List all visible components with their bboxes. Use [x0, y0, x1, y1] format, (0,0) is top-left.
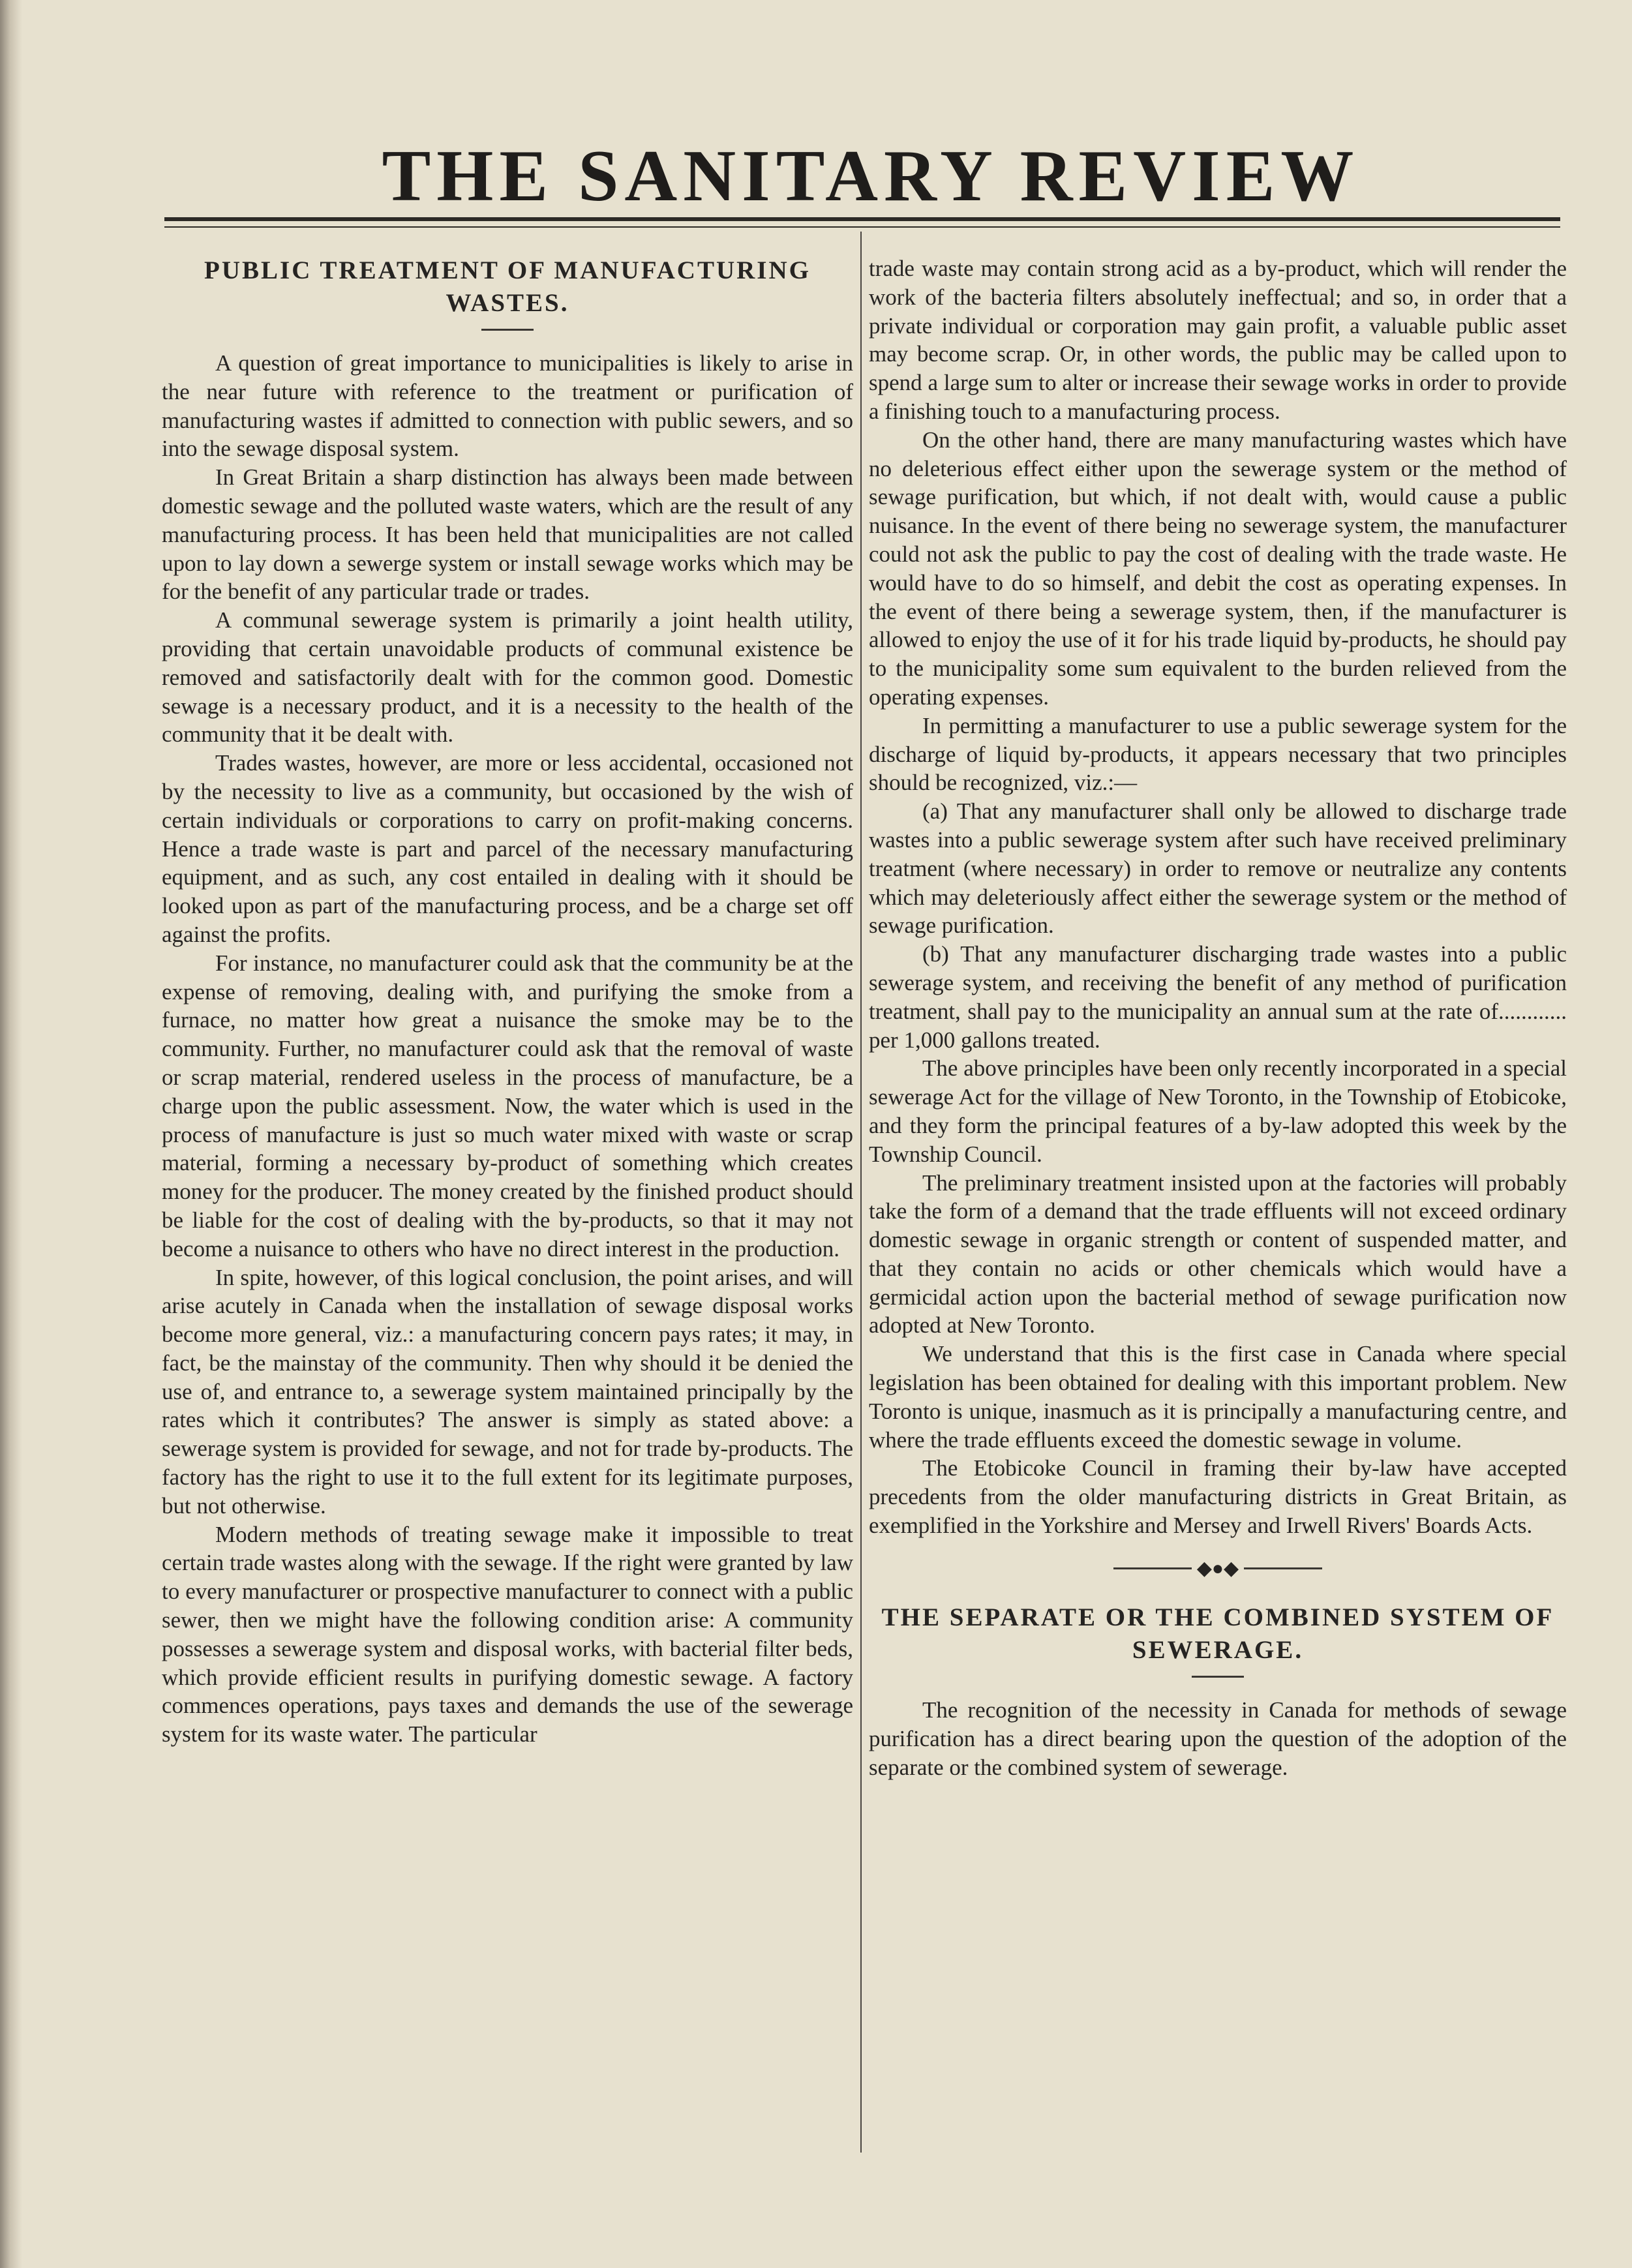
- ornament-diamonds: ◆●◆: [1196, 1557, 1239, 1579]
- section-ornament: [869, 1554, 1567, 1582]
- column-divider: [860, 232, 862, 2153]
- ornament-line: [1244, 1567, 1322, 1569]
- masthead: [163, 134, 1579, 219]
- heading-rule: [481, 329, 534, 331]
- masthead-title: THE SANITARY REVIEW: [382, 136, 1360, 217]
- heading-rule: [1192, 1676, 1244, 1678]
- paragraph: In spite, however, of this logical conclusion, the point arises, and will arise acutely in Canada when the installation of sewage disposal works become more general, viz.: a manufacturing concern pays rates; it may, in fact, be the mainstay of the community. Then why should it be denied the use of, and entrance to, a sewerage system maintained principally by the rates which it contributes? The answer is simply as stated above: a sewerage system is provided for sewage, and not for trade by-products. The factory has the right to use it to the full extent for its legitimate purposes, but not otherwise.: [162, 1264, 853, 1519]
- paragraph: The Etobicoke Council in framing their by-law have accepted precedents from the older manufacturing districts in Great Britain, as exemplified in the Yorkshire and Mersey and Irwell Rivers' Boards Acts.: [869, 1455, 1567, 1539]
- page-binding-edge: [0, 0, 22, 2268]
- left-column: [162, 254, 853, 1749]
- paragraph: For instance, no manufacturer could ask that the community be at the expense of removing, dealing with, and purifying the smoke from a furnace, no matter how great a nuisance the smoke may be to the community. Further, no manufacturer could ask that the removal of waste or scrap material, rendered useless in the process of manufacture, be a charge upon the public assessment. Now, the water which is used in the process of manufacture is just so much water mixed with waste or scrap material, forming a necessary by-product of something which creates money for the producer. The money created by the finished product should be liable for the cost of dealing with the by-products, so that it may not become a nuisance to others who have no direct interest in the production.: [162, 950, 853, 1262]
- article-heading: PUBLIC TREATMENT OF MANUFACTURING WASTES.: [204, 256, 811, 317]
- article-heading: THE SEPARATE OR THE COMBINED SYSTEM OF SEWERAGE.: [881, 1603, 1554, 1664]
- paragraph: (a) That any manufacturer shall only be allowed to discharge trade wastes into a public sewerage system after such have received preliminary treatment (where necessary) in order to remove or neutralize any contents which may deleteriously affect either the sewerage system or the method of sewage purification.: [869, 798, 1567, 939]
- right-column: [869, 254, 1567, 1781]
- paragraph: We understand that this is the first case in Canada where special legislation has been obtained for dealing with this important problem. New Toronto is unique, inasmuch as it is principally a manufacturing centre, and where the trade effluents exceed the domestic sewage in volume.: [869, 1341, 1567, 1453]
- paragraph: The preliminary treatment insisted upon at the factories will probably take the form of a demand that the trade effluents will not exceed ordinary domestic sewage in organic strength or content of suspended matter, and that they contain no acids or other chemicals which would have a germicidal action upon the bacterial method of sewage purification now adopted at New Toronto.: [869, 1170, 1567, 1338]
- paragraph: The above principles have been only recently incorporated in a special sewerage Act for the village of New Toronto, in the Township of Etobicoke, and they form the principal features of a by-law adopted this week by the Township Council.: [869, 1055, 1567, 1167]
- masthead-rule-thick: [164, 217, 1560, 221]
- paragraph: In permitting a manufacturer to use a public sewerage system for the discharge of liquid by-products, it appears necessary that two principles should be recognized, viz.:—: [869, 712, 1567, 796]
- paragraph: A question of great importance to municipalities is likely to arise in the near future with reference to the treatment or purification of manufacturing wastes if admitted to connection with public sewers, and so into the sewage disposal system.: [162, 350, 853, 462]
- masthead-rule-thin: [164, 226, 1560, 228]
- paragraph: Modern methods of treating sewage make it impossible to treat certain trade wastes along with the sewage. If the right were granted by law to every manufacturer or prospective manufacturer to connect with a public sewer, then we might have the following condition arise: A community possesses a sewerage system and disposal works, with bacterial filter beds, which provide efficient results in purifying domestic sewage. A factory commences operations, pays taxes and demands the use of the sewerage system for its waste water. The particular: [162, 1521, 853, 1747]
- paragraph-continuation: trade waste may contain strong acid as a by-product, which will render the work of the bacteria filters absolutely ineffectual; and so, in order that a private individual or corporation may gain profit, a valuable public asset may become scrap. Or, in other words, the public may be called upon to spend a large sum to alter or increase their sewage works in order to provide a finishing touch to a manufacturing process.: [869, 256, 1567, 424]
- paragraph: In Great Britain a sharp distinction has always been made between domestic sewage and the polluted waste waters, which are the result of any manufacturing process. It has been held that municipalities are not called upon to lay down a sewerge system or install sewage works which may be for the benefit of any particular trade or trades.: [162, 464, 853, 605]
- paragraph: The recognition of the necessity in Canada for methods of sewage purification has a direct bearing upon the question of the adoption of the separate or the combined system of sewerage.: [869, 1697, 1567, 1780]
- paragraph: Trades wastes, however, are more or less accidental, occasioned not by the necessity to live as a community, but occasioned by the wish of certain individuals or corporations to carry on profit-making concerns. Hence a trade waste is part and parcel of the necessary manufacturing equipment, and as such, any cost entailed in dealing with it should be looked upon as part of the manufacturing process, and be a charge set off against the profits.: [162, 750, 853, 947]
- paragraph: (b) That any manufacturer discharging trade wastes into a public sewerage system, and receiving the benefit of any method of purification treatment, shall pay to the municipality an annual sum at the rate of............ per 1,000 gallons treated.: [869, 941, 1567, 1053]
- paragraph: A communal sewerage system is primarily a joint health utility, providing that certain unavoidable products of communal existence be removed and satisfactorily dealt with for the common good. Domestic sewage is a necessary product, and it is a necessity to the health of the community that it be dealt with.: [162, 607, 853, 748]
- ornament-line: [1113, 1567, 1192, 1569]
- paragraph: On the other hand, there are many manufacturing wastes which have no deleterious effect either upon the sewerage system or the method of sewage purification, but which, if not dealt with, would cause a public nuisance. In the event of there being no sewerage system, the manufacturer could not ask the public to pay the cost of dealing with the trade waste. He would have to do so himself, and debit the cost as operating expenses. In the event of there being a sewerage system, then, if the manufacturer is allowed to enjoy the use of it for his trade liquid by-products, he should pay to the municipality some sum equivalent to the burden relieved from the operating expenses.: [869, 427, 1567, 710]
